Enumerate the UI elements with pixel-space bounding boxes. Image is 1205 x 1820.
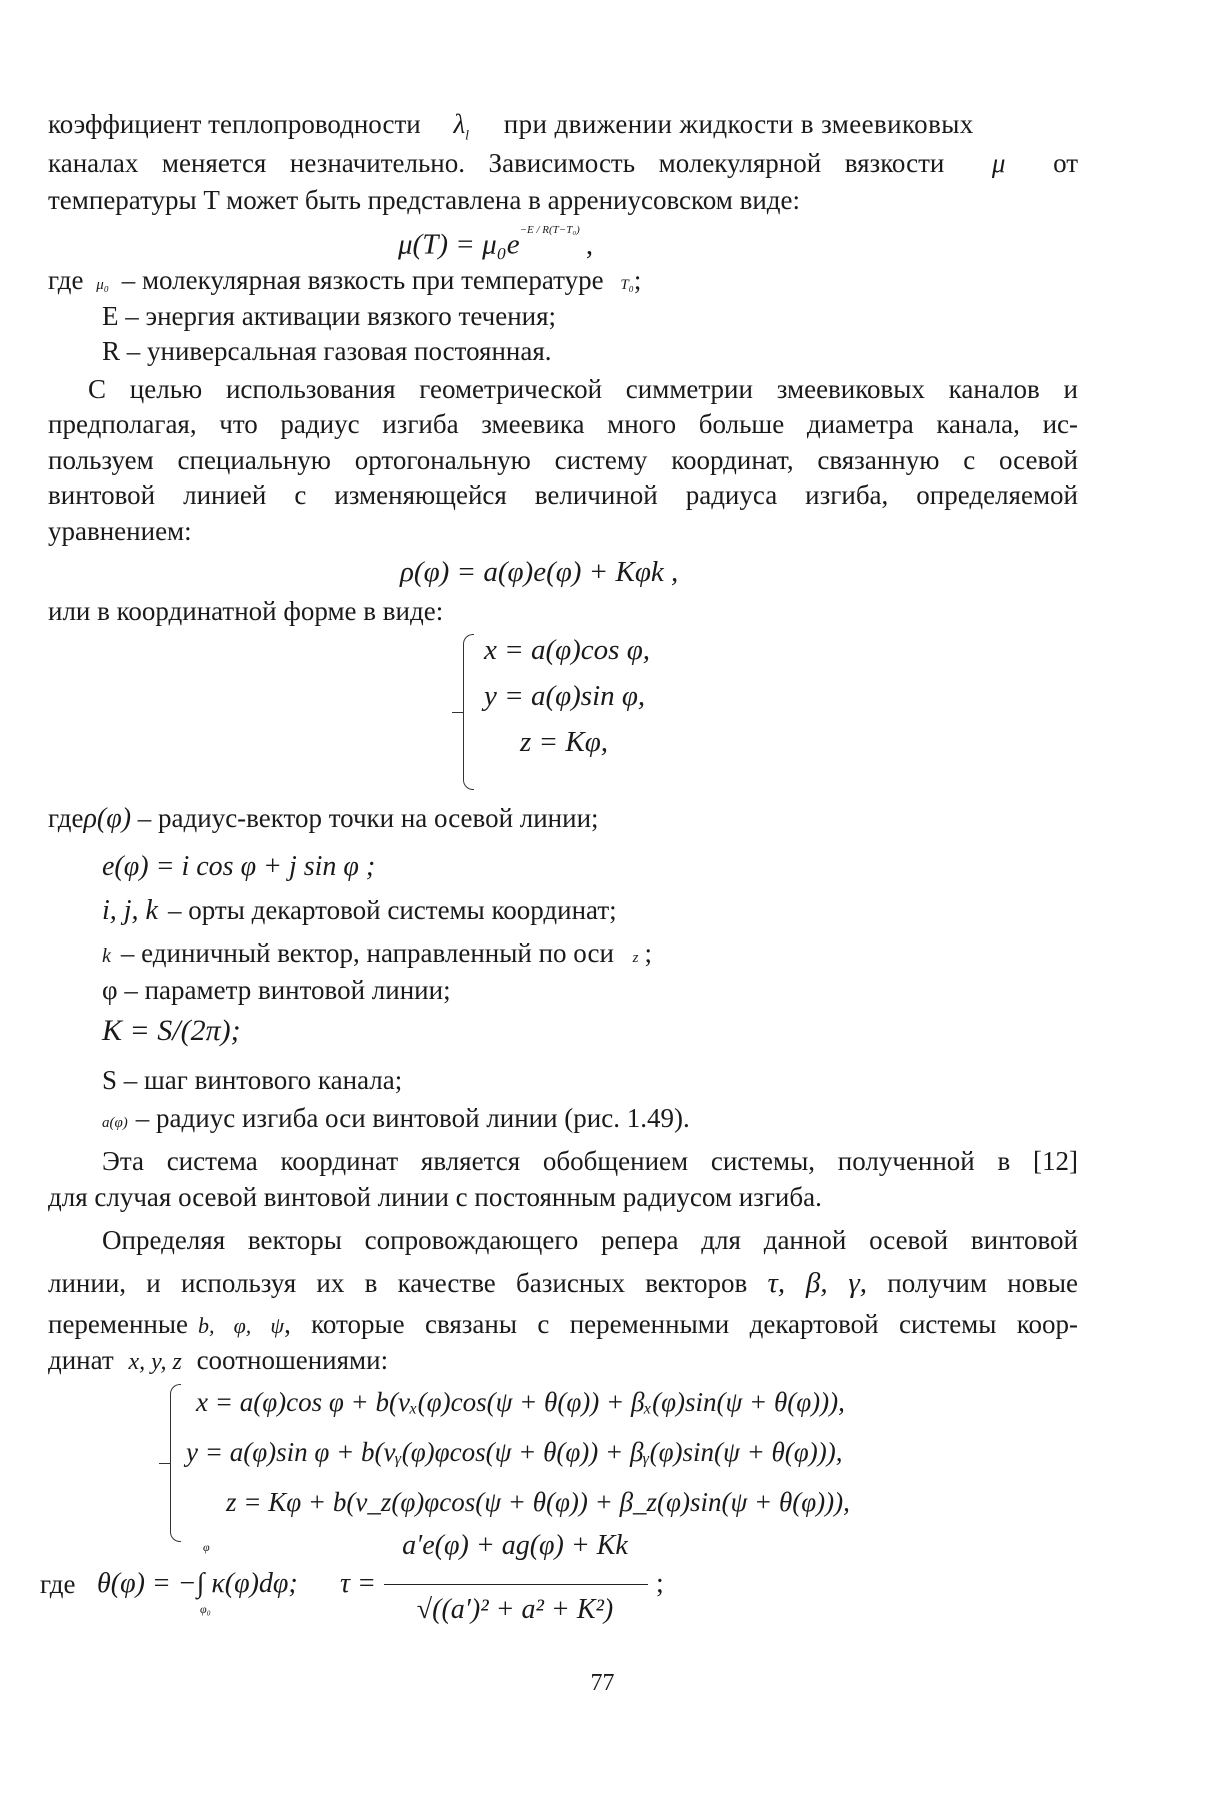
def-ijk: i, j, k – орты декартовой системы координат; [102, 895, 617, 926]
equation-radius-vector: ρ(φ) = a(φ)e(φ) + Kφk , [400, 556, 679, 588]
def-rho: гдеρ(φ) – радиус-вектор точки на осевой линии; [48, 803, 599, 834]
page-number: 77 [590, 1670, 615, 1696]
def-a: a(φ) – радиус изгиба оси винтовой линии (рис. 1.49). [102, 1103, 690, 1133]
system2-x: x = a(φ)cos φ + b(νₓ(φ)cos(ψ + θ(φ)) + βₓ(φ)sin(ψ + θ(φ))), [196, 1387, 845, 1417]
mu0-symbol: μ₀ [96, 277, 109, 293]
p4-line1: Определяя векторы сопровождающего репера для данной осевой винтовой [102, 1225, 1078, 1255]
mu-symbol: μ [991, 148, 1006, 178]
def-k: k – единичный вектор, направленный по оси z ; [102, 938, 653, 968]
system2-y: y = a(φ)sin φ + b(νᵧ(φ)φcos(ψ + θ(φ)) + βᵧ(φ)sin(ψ + θ(φ))), [186, 1437, 843, 1467]
lambda-symbol: $\lambda_l$ [453, 109, 470, 144]
tau-label: τ = [340, 1568, 376, 1599]
text: температуры T может быть представлена в аррениусовском виде: [48, 185, 801, 215]
tau-numerator: a′e(φ) + ag(φ) + Kk [402, 1530, 628, 1561]
system1-x: x = a(φ)cos φ, [484, 634, 650, 666]
theta-definition: θ(φ) = −∫ κ(φ)dφ; [97, 1568, 298, 1599]
text: при движении жидкости в змеевиковых [503, 109, 974, 139]
system2-z: z = Kφ + b(ν_z(φ)φcos(ψ + θ(φ)) + β_z(φ)sin(ψ + θ(φ))), [226, 1487, 850, 1517]
integral-upper-limit: φ [203, 1540, 210, 1554]
integral-lower-limit: φ₀ [200, 1602, 211, 1616]
eq1-exponent: −E / R(T−T₀) [519, 224, 580, 236]
eq1-main: μ(T) = μ₀e [398, 228, 520, 261]
p4-line4: динат x, y, z соотношениями: [48, 1345, 389, 1375]
final-line: где [40, 1569, 76, 1599]
equation-viscosity: $\mu(T) = \mu_0e^{-E / R(T-T_0)}$ , [398, 224, 594, 261]
p1-line3 [48, 182, 1078, 218]
fraction-bar [384, 1584, 648, 1585]
def-E: E – энергия активации вязкого течения; [102, 301, 557, 331]
p3-line1: Эта система координат является обобщением системы, полученной в [12] [102, 1146, 1078, 1176]
brace-system1 [463, 634, 474, 790]
p2-line5: уравнением: [48, 516, 192, 546]
def-phi: φ – параметр винтовой линии; [102, 975, 451, 1005]
text: каналах меняется незначительно. Зависимость молекулярной вязкости [48, 148, 945, 178]
coord-form-line: или в координатной форме в виде: [48, 596, 444, 626]
def-e: e(φ) = i cos φ + j sin φ ; [102, 851, 376, 882]
p4-line3: переменные b, φ, ψ, которые связаны с переменными декартовой системы коор- [48, 1309, 1078, 1339]
brace-system2 [170, 1384, 181, 1542]
def-K: K = S/(2π); [102, 1014, 241, 1047]
p2-line1: С целью использования геометрической симметрии змеевиковых каналов и [88, 374, 1078, 404]
def-S: S – шаг винтового канала; [102, 1065, 403, 1095]
system1-z: z = Kφ, [520, 726, 608, 758]
tau-denominator: √((a′)² + a² + K²) [416, 1594, 614, 1625]
text: коэффициент теплопроводности [48, 109, 421, 139]
def-mu0: где μ₀ – молекулярная вязкость при температуре T₀; [48, 265, 642, 295]
def-R: R – универсальная газовая постоянная. [102, 336, 552, 366]
text: от [1053, 148, 1079, 178]
system1-y: y = a(φ)sin φ, [484, 680, 646, 712]
p4-line2: линии, и используя их в качестве базисных векторов τ, β, γ, получим новые [48, 1267, 1079, 1299]
basis-vectors: τ, β, γ, [767, 1267, 868, 1299]
p3-line2: для случая осевой винтовой линии с постоянным радиусом изгиба. [48, 1182, 822, 1212]
p2-line2: предполагая, что радиус изгиба змеевика много больше диаметра канала, ис- [48, 409, 1078, 439]
p2-line4: винтовой линией с изменяющейся величиной радиуса изгиба, определяемой [48, 480, 1078, 510]
final-semicolon: ; [656, 1568, 664, 1599]
T0-symbol: T₀ [620, 277, 634, 293]
p1-line2 [48, 145, 1078, 181]
rho-vector: ρ(φ) [83, 803, 132, 834]
p2-line3: пользуем специальную ортогональную систему координат, связанную с осевой [48, 445, 1078, 475]
